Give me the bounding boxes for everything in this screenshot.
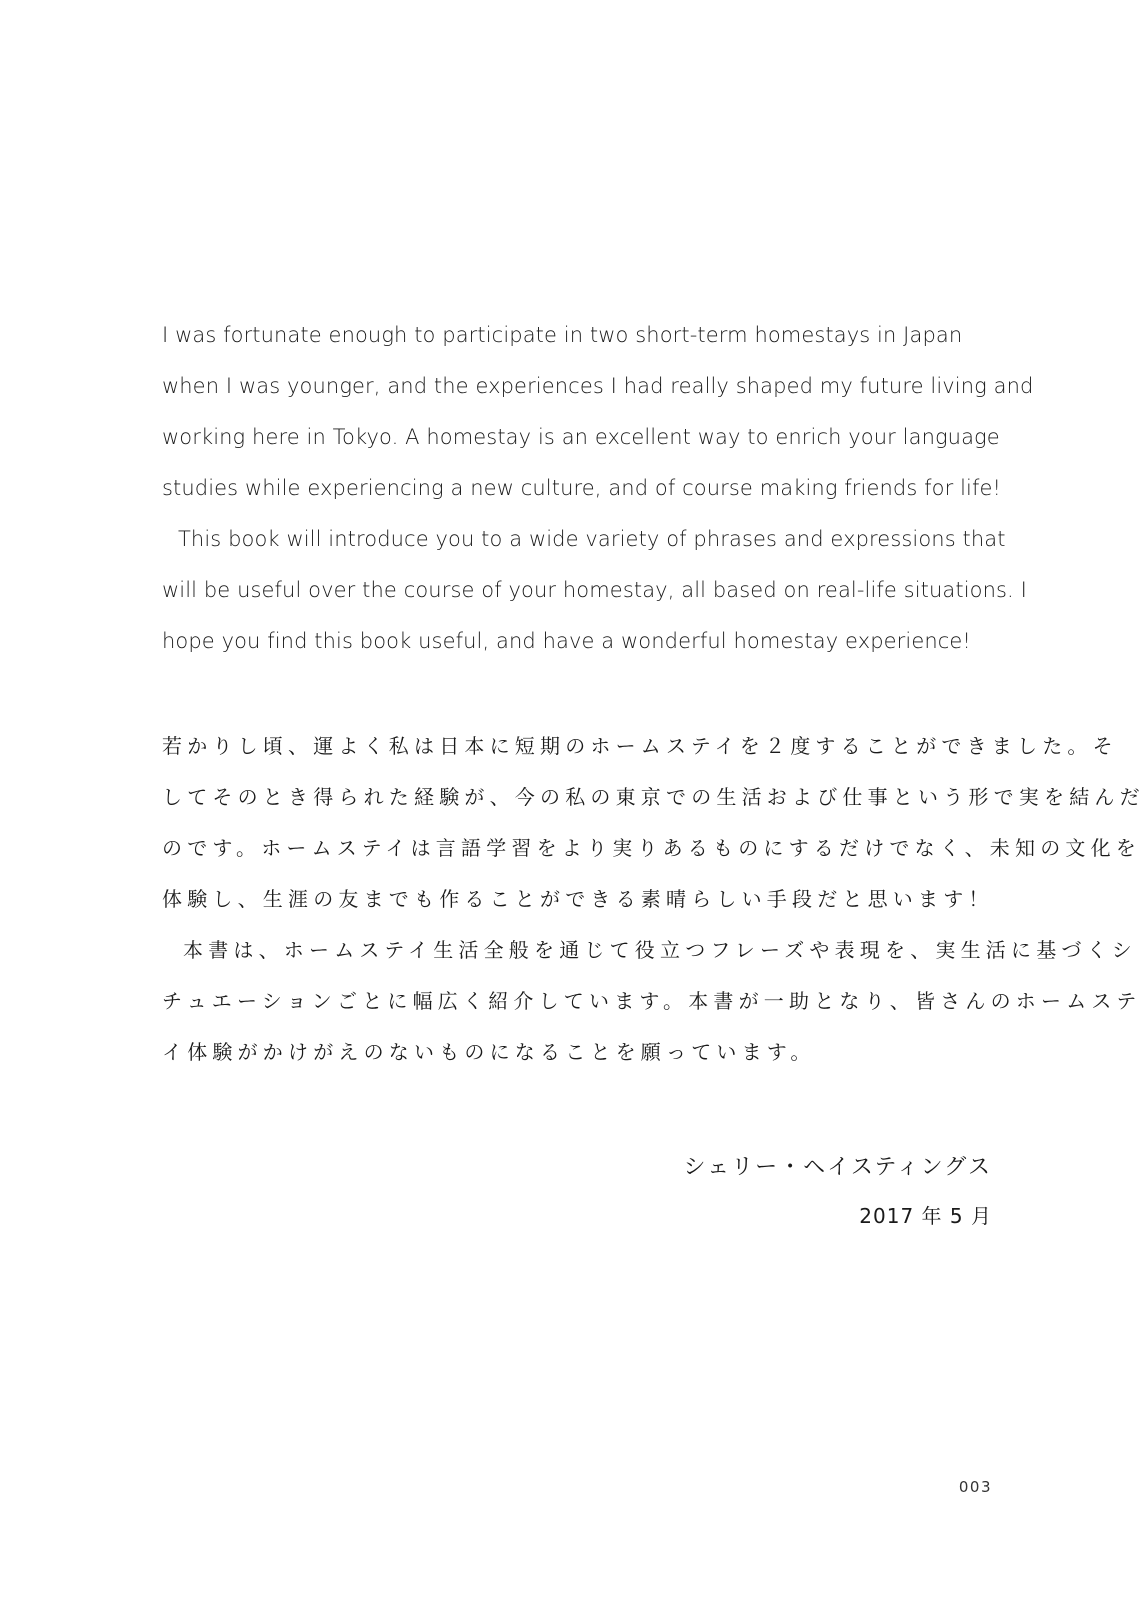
english-line-3: working here in Tokyo. A homestay is an excellent way to enrich your language [162,425,1000,449]
japanese-line-1: 若かりし頃、運よく私は日本に短期のホームステイを２度することができました。そ [162,734,1118,758]
japanese-line-5: 本書は、ホームステイ生活全般を通じて役立つフレーズや表現を、実生活に基づくシ [183,938,1137,962]
signature-date: 2017 年 5 月 [859,1204,992,1228]
english-line-2: when I was younger, and the experiences I had really shaped my future living and [162,374,1034,398]
page-number: 003 [958,1478,992,1496]
author-name: シェリー・ヘイスティングス [683,1155,992,1180]
japanese-line-2: してそのとき得られた経験が、今の私の東京での生活および仕事という形で実を結んだ [162,785,1145,809]
japanese-line-3: のです。ホームステイは言語学習をより実りあるものにするだけでなく、未知の文化を [162,836,1141,860]
english-line-4: studies while experiencing a new culture, and of course making friends for life! [162,476,1001,500]
japanese-line-7: イ体験がかけがえのないものになることを願っています。 [162,1040,816,1064]
english-line-5: This book will introduce you to a wide variety of phrases and expressions that [178,527,1006,551]
english-line-1: I was fortunate enough to participate in two short-term homestays in Japan [162,323,963,347]
english-line-6: will be useful over the course of your homestay, all based on real-life situations. I [162,578,1027,602]
english-line-7: hope you find this book useful, and have a wonderful homestay experience! [162,629,971,653]
japanese-line-6: チュエーションごとに幅広く紹介しています。本書が一助となり、皆さんのホームステ [162,989,1142,1013]
japanese-line-4: 体験し、生涯の友までも作ることができる素晴らしい手段だと思います！ [162,887,994,911]
